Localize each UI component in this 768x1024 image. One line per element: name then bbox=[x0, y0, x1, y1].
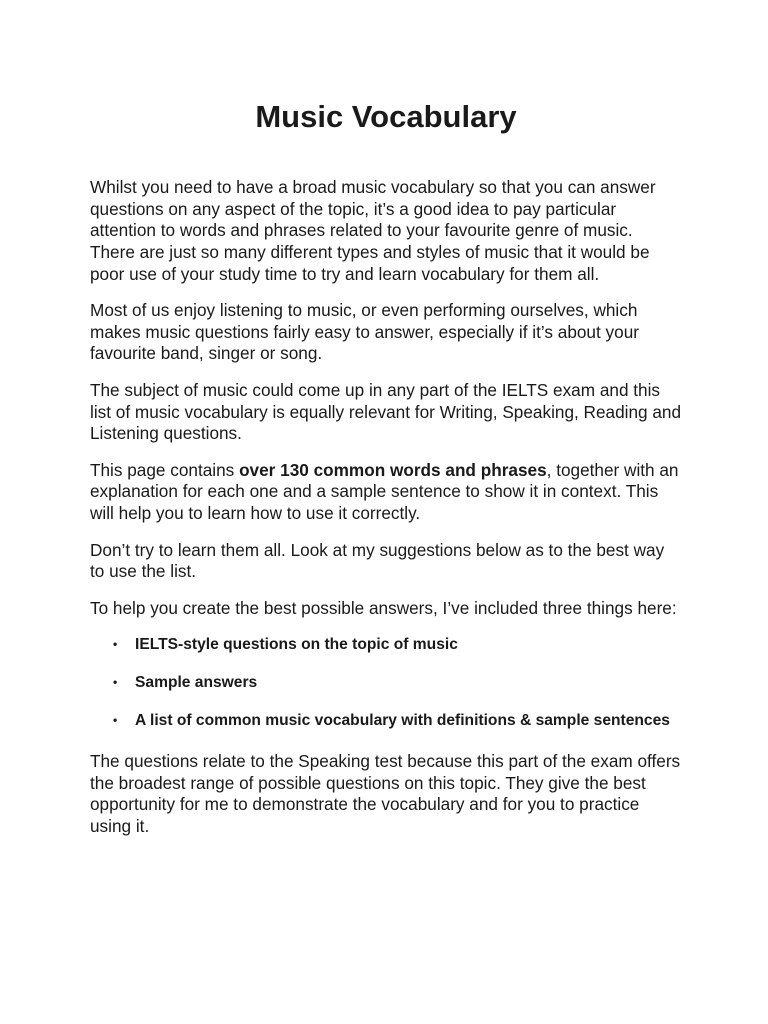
dont-learn-all-paragraph: Don’t try to learn them all. Look at my suggestions below as to the best way to use the list. bbox=[90, 539, 665, 582]
included-items-list bbox=[90, 634, 682, 731]
bullet-icon: • bbox=[113, 637, 118, 652]
speaking-test-paragraph: The questions relate to the Speaking test because this part of the exam offers the broadest range of possible questions on this topic. They give the best opportunity for me to demonstrate the vocabulary and for you to practice using it. bbox=[90, 751, 681, 837]
three-things-paragraph: To help you create the best possible answers, I’ve included three things here: bbox=[90, 597, 677, 618]
intro-paragraph: Whilst you need to have a broad music vocabulary so that you can answer questions on any aspect of the topic, it’s a good idea to pay particular attention to words and phrases related to your favourite genre of music. There are just so many different types and styles of music that it would be poor use of your study time to try and learn vocabulary for them all. bbox=[90, 177, 656, 284]
page-contents-text-start: This page contains bbox=[90, 459, 240, 480]
ielts-relevance-paragraph: The subject of music could come up in any part of the IELTS exam and this list of music vocabulary is equally relevant for Writing, Speaking, Reading and Listening questions. bbox=[90, 379, 682, 444]
page-title: Music Vocabulary bbox=[255, 99, 517, 134]
bullet-icon: • bbox=[113, 713, 118, 728]
list-item bbox=[113, 634, 682, 655]
bullet-icon: • bbox=[113, 675, 118, 690]
list-item bbox=[113, 672, 682, 693]
enjoy-music-paragraph: Most of us enjoy listening to music, or even performing ourselves, which makes music questions fairly easy to answer, especially if it’s about your favourite band, singer or song. bbox=[90, 300, 639, 364]
page-contents-paragraph bbox=[90, 460, 682, 525]
page-contents-text-end: , together with an explanation for each one and a sample sentence to show it in context. This will help you to learn how to use it correctly. bbox=[90, 459, 679, 523]
word-count-highlight: over 130 common words and phrases bbox=[239, 459, 547, 480]
list-item-text: IELTS-style questions on the topic of music bbox=[135, 636, 458, 654]
list-item bbox=[113, 710, 682, 731]
list-item-text: Sample answers bbox=[135, 674, 258, 692]
list-item-text: A list of common music vocabulary with definitions & sample sentences bbox=[135, 712, 670, 730]
document-page bbox=[90, 98, 682, 853]
